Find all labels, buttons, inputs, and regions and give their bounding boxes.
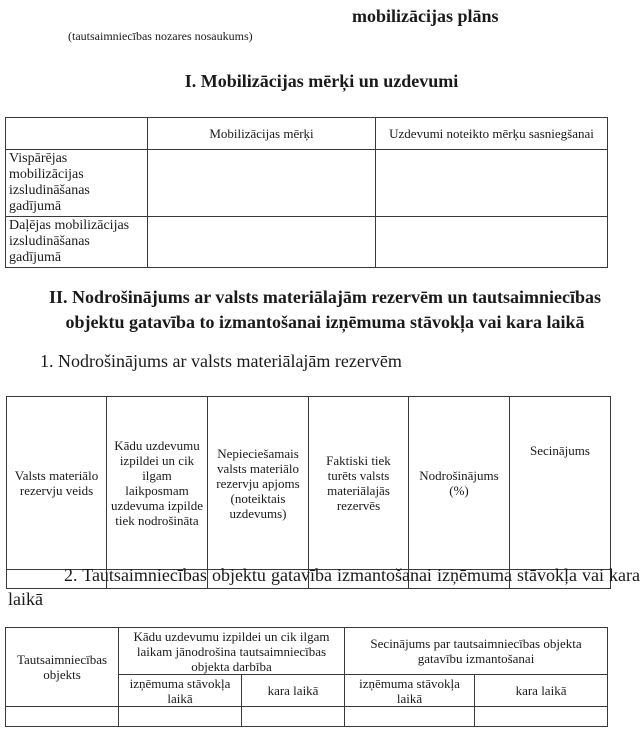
header-cell-object: Tautsaimniecības objekts xyxy=(6,628,119,707)
table-header-row xyxy=(6,628,608,675)
data-cell[interactable] xyxy=(119,707,242,727)
data-cell[interactable] xyxy=(6,707,119,727)
header-cell-task-period: Kādu uzdevumu izpildei un cik ilgam laikposmam uzdevuma izpilde tiek nodrošināta xyxy=(107,397,208,570)
section-2-heading: II. Nodrošinājums ar valsts materiālajām rezervēm un tautsaimniecības objektu gatavība to izmantošanai izņēmuma stāvokļa vai kara laikā xyxy=(49,287,601,332)
objects-readiness-table xyxy=(5,627,608,727)
subheader-emergency: izņēmuma stāvokļa laikā xyxy=(345,675,475,707)
table-row xyxy=(6,150,608,217)
table-header-row xyxy=(6,118,608,150)
header-cell-conclusion: Secinājums xyxy=(510,397,611,570)
header-cell-readiness-conclusion: Secinājums par tautsaimniecības objekta gatavību izmantošanai xyxy=(345,628,608,675)
sector-name-note: (tautsaimniecības nozares nosaukums) xyxy=(68,29,253,43)
header-cell-tasks: Uzdevumi noteikto mērķu sasniegšanai xyxy=(376,118,608,150)
subheader-war: kara laikā xyxy=(475,675,608,707)
goals-cell[interactable] xyxy=(148,150,376,217)
subsection-2-heading: 2. Tautsaimniecības objektu gatavība izmantošanai izņēmuma stāvokļa vai kara laikā xyxy=(8,565,640,609)
tasks-cell[interactable] xyxy=(376,217,608,268)
row-label: Daļējas mobilizācijas izsludināšanas gadījumā xyxy=(6,217,148,268)
document-title: mobilizācijas plāns xyxy=(352,6,499,26)
table-header-row xyxy=(7,397,611,570)
subsection-1-heading: 1. Nodrošinājums ar valsts materiālajām rezervēm xyxy=(40,351,402,371)
table-row xyxy=(6,217,608,268)
header-cell-empty xyxy=(6,118,148,150)
table-row xyxy=(6,707,608,727)
tasks-cell[interactable] xyxy=(376,150,608,217)
header-cell-reserve-type: Valsts materiālo rezervju veids xyxy=(7,397,107,570)
subheader-war: kara laikā xyxy=(242,675,345,707)
data-cell[interactable] xyxy=(242,707,345,727)
section-1-heading: I. Mobilizācijas mērķi un uzdevumi xyxy=(184,71,459,91)
data-cell[interactable] xyxy=(475,707,608,727)
goals-cell[interactable] xyxy=(148,217,376,268)
header-cell-actual-held: Faktiski tiek turēts valsts materiālajās rezervēs xyxy=(309,397,409,570)
header-cell-required-volume: Nepieciešamais valsts materiālo rezervju apjoms (noteiktais uzdevums) xyxy=(208,397,309,570)
goals-tasks-table xyxy=(5,117,608,268)
header-cell-provision-percent: Nodrošinājums (%) xyxy=(409,397,510,570)
header-cell-goals: Mobilizācijas mērķi xyxy=(148,118,376,150)
subheader-emergency: izņēmuma stāvokļa laikā xyxy=(119,675,242,707)
row-label: Vispārējas mobilizācijas izsludināšanas gadījumā xyxy=(6,150,148,217)
reserves-table xyxy=(6,396,611,589)
data-cell[interactable] xyxy=(345,707,475,727)
header-cell-task-duration: Kādu uzdevumu izpildei un cik ilgam laikam jānodrošina tautsaimniecības objekta darbība xyxy=(119,628,345,675)
